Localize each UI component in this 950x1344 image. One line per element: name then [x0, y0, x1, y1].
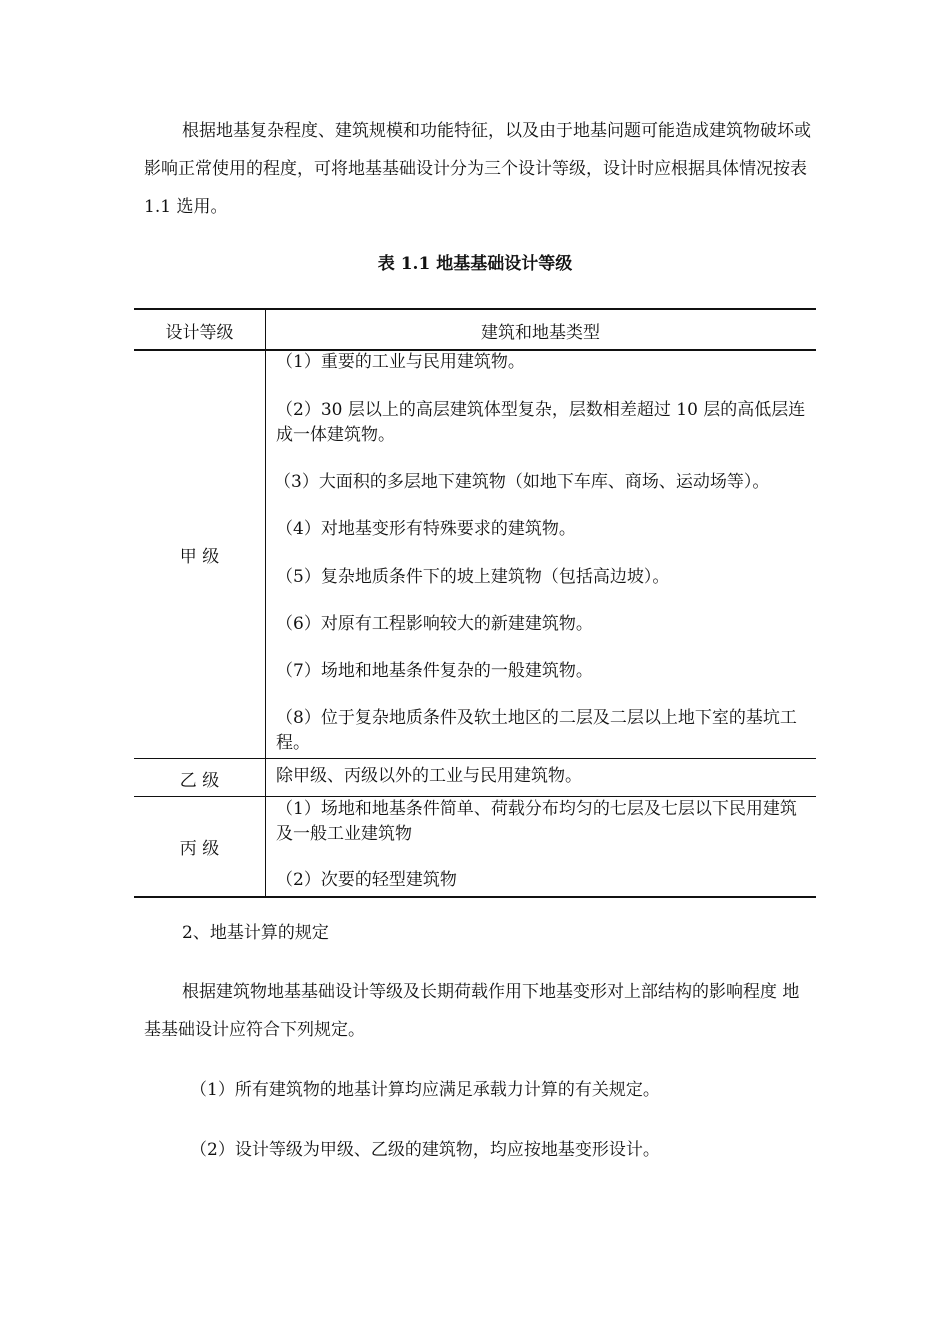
rule-item: （1）所有建筑物的地基计算均应满足承载力计算的有关规定。: [190, 1080, 660, 1100]
grade-a-item: （3）大面积的多层地下建筑物（如地下车库、商场、运动场等）。: [274, 472, 770, 492]
grade-a-item: （6）对原有工程影响较大的新建建筑物。: [276, 614, 593, 634]
header-building-type: 建筑和地基类型: [481, 323, 600, 343]
grade-b-item: 除甲级、丙级以外的工业与民用建筑物。: [276, 766, 582, 786]
intro-paragraph: 根据地基复杂程度、建筑规模和功能特征，以及由于地基问题可能造成建筑物破坏或影响正常使用的程度，可将地基基础设计分为三个设计等级，设计时应根据具体情况按表 1.1 选用。: [144, 121, 811, 217]
row-divider: [134, 758, 816, 759]
grade-a-item: （7）场地和地基条件复杂的一般建筑物。: [276, 661, 593, 681]
column-divider: [265, 310, 266, 896]
design-grade-table: [134, 308, 816, 898]
grade-c-item: （1）场地和地基条件简单、荷载分布均匀的七层及七层以下民用建筑及一般工业建筑物: [276, 799, 797, 844]
section-heading: 2、地基计算的规定: [182, 923, 329, 943]
section-paragraph: 根据建筑物地基基础设计等级及长期荷载作用下地基变形对上部结构的影响程度 地基基础设计应符合下列规定。: [144, 982, 800, 1040]
grade-a-item: （2）30 层以上的高层建筑体型复杂，层数相差超过 10 层的高低层连成一体建筑物。: [276, 400, 806, 445]
grade-c-label: 丙 级: [179, 839, 220, 859]
rule-item: （2）设计等级为甲级、乙级的建筑物，均应按地基变形设计。: [190, 1140, 660, 1160]
grade-a-item: （8）位于复杂地质条件及软土地区的二层及二层以上地下室的基坑工程。: [276, 708, 797, 753]
header-design-grade: 设计等级: [165, 323, 234, 343]
grade-a-item: （4）对地基变形有特殊要求的建筑物。: [276, 519, 576, 539]
grade-a-item: （5）复杂地质条件下的坡上建筑物（包括高边坡）。: [276, 567, 670, 587]
grade-c-item: （2）次要的轻型建筑物: [276, 870, 457, 890]
grade-a-label: 甲 级: [179, 547, 220, 567]
table-caption: 表 1.1 地基基础设计等级: [377, 254, 573, 274]
grade-b-label: 乙 级: [179, 771, 220, 791]
grade-a-item: （1）重要的工业与民用建筑物。: [276, 352, 525, 372]
